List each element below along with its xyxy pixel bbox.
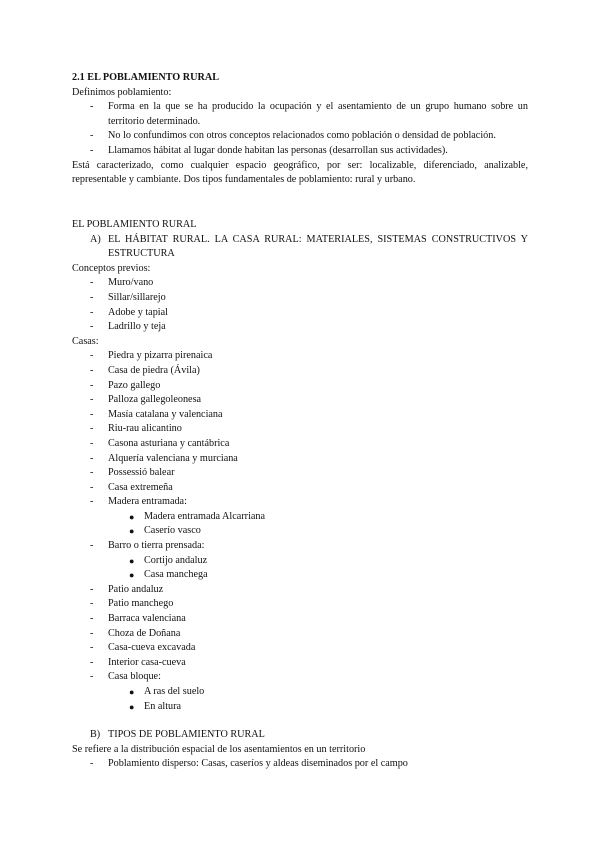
section-rural [72, 218, 528, 714]
intro-line: Definimos poblamiento: [72, 86, 172, 98]
list-item: - Casona asturiana y cantábrica [90, 437, 230, 449]
subsection-b-title: B) TIPOS DE POBLAMIENTO RURAL [90, 729, 265, 740]
list-item: - Patio andaluz [90, 583, 164, 595]
list-item: - Barraca valenciana [90, 613, 186, 625]
list-item: - Possessió balear [90, 467, 175, 479]
list-item: - Alquería valenciana y murciana [90, 452, 238, 464]
list-item: - Interior casa-cueva [90, 656, 186, 668]
list-subitem: ● En altura [129, 700, 182, 712]
list-item: - Riu-rau alicantino [90, 423, 182, 435]
subsection-a-title: A) EL HÁBITAT RURAL. LA CASA RURAL: MATERIALES, SISTEMAS CONSTRUCTIVOS Y ESTRUCTURA [90, 233, 528, 260]
list-item: - Piedra y pizarra pirenaica [90, 350, 213, 362]
list-subitem: ● Madera entramada Alcarriana [129, 510, 266, 522]
list-item: - Sillar/sillarejo [90, 291, 166, 303]
list-item: - Muro/vano [90, 277, 154, 289]
casas-label: Casas: [72, 335, 99, 347]
list-item: - Forma en la que se ha producido la ocupación y el asentamiento de un grupo humano sobre un territorio determinado. [90, 101, 528, 127]
section-heading: EL POBLAMIENTO RURAL [72, 219, 197, 230]
list-item: - No lo confundimos con otros conceptos relacionados como población o densidad de población. [90, 130, 496, 142]
list-subitem: ● A ras del suelo [129, 686, 205, 697]
list-item: - Casa extremeña [90, 481, 173, 493]
list-item: - Casa bloque: [90, 671, 161, 683]
list-item: - Ladrillo y teja [90, 321, 166, 333]
list-item: - Poblamiento disperso: Casas, caseríos y aldeas diseminados por el campo [90, 758, 408, 770]
list-item: - Patio manchego [90, 598, 174, 610]
list-item: - Palloza gallegoleonesa [90, 394, 202, 406]
list-item: - Pazo gallego [90, 379, 161, 391]
section-b [72, 728, 528, 772]
section-intro [72, 71, 528, 188]
list-item: - Adobe y tapial [90, 306, 168, 318]
list-item: - Madera entramada: [90, 496, 187, 508]
list-item: - Barro o tierra prensada: [90, 540, 205, 552]
conceptos-label: Conceptos previos: [72, 262, 151, 274]
list-item: - Casa de piedra (Ávila) [90, 364, 200, 376]
list-item: - Casa-cueva excavada [90, 642, 196, 654]
list-subitem: ● Caserío vasco [129, 525, 201, 537]
list-item: - Llamamos hábitat al lugar donde habitan las personas (desarrollan sus actividades). [90, 144, 448, 156]
list-item: - Choza de Doñana [90, 627, 181, 639]
list-subitem: ● Casa manchega [129, 569, 208, 581]
paragraph: Está caracterizado, como cualquier espacio geográfico, por ser: localizable, diferenciado, analizable, representable y cambiante. Dos tipos fundamentales de poblamiento: rural y urbano. [72, 159, 528, 186]
section-title: 2.1 EL POBLAMIENTO RURAL [72, 72, 219, 83]
paragraph: Se refiere a la distribución espacial de los asentamientos en un territorio [72, 743, 366, 755]
list-subitem: ● Cortijo andaluz [129, 554, 208, 566]
list-item: - Masía catalana y valenciana [90, 408, 223, 420]
